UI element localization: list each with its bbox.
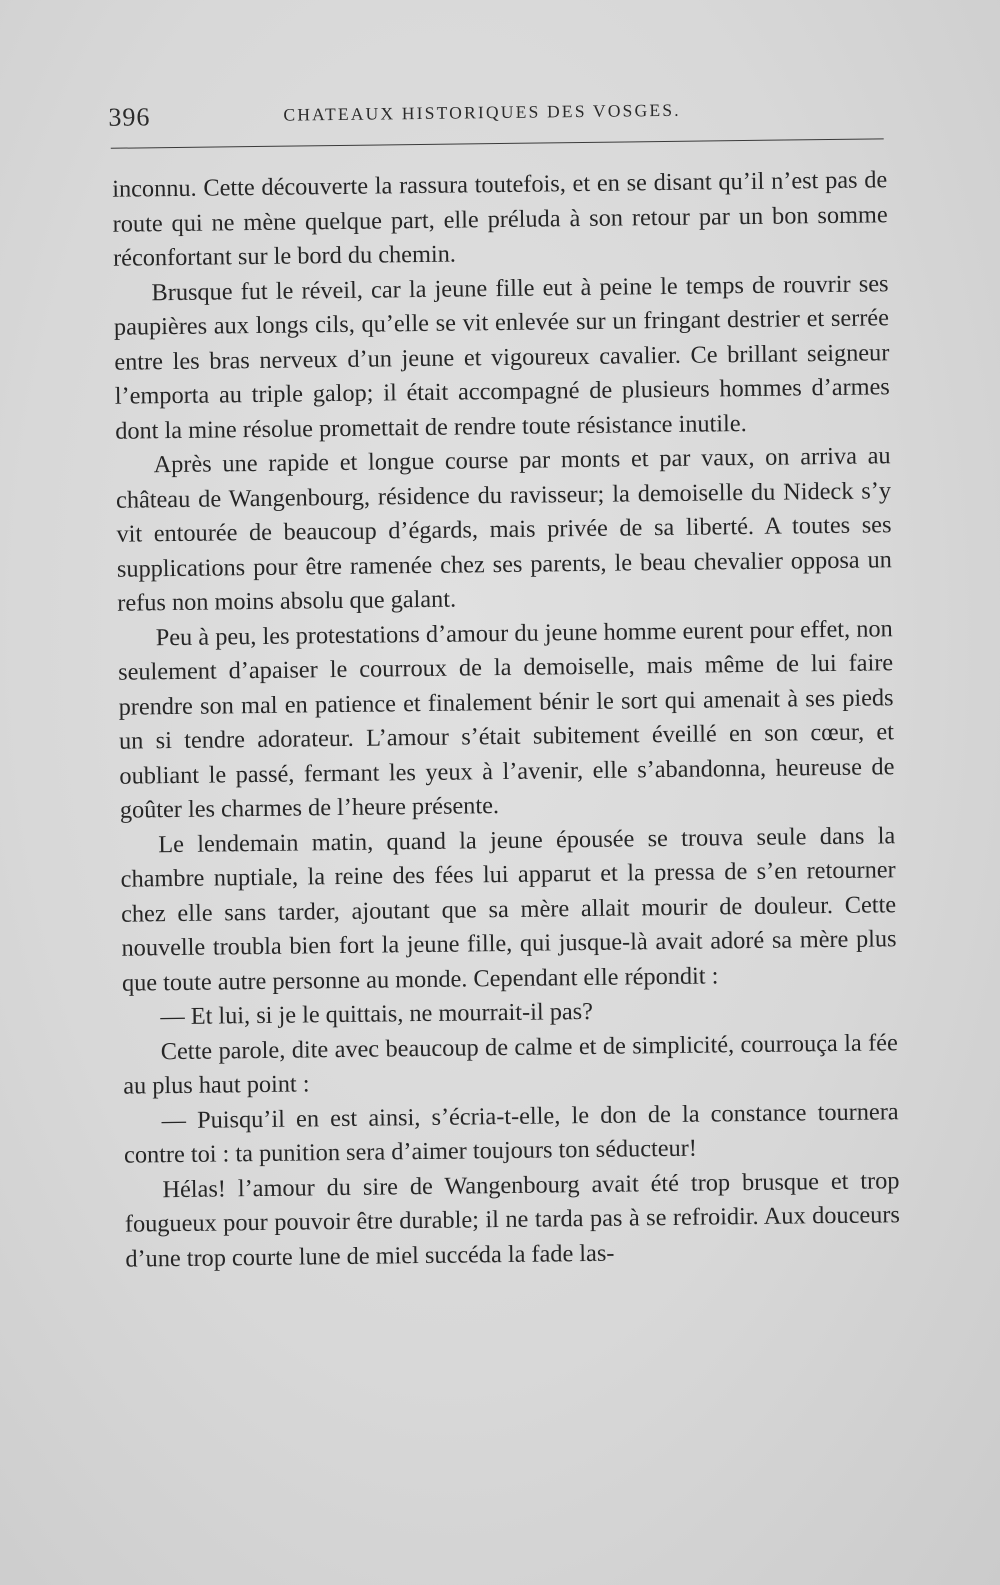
page-header <box>108 93 883 136</box>
paragraph: Hélas! l’amour du sire de Wangenbourg avait été trop brusque et trop fougueux pour pouvoir être durable; il ne tarda pas à se refroidir. Aux douceurs d’une trop courte lune de miel succéda la fade las- <box>124 1166 901 1273</box>
paragraph: Peu à peu, les protestations d’amour du jeune homme eurent pour effet, non seulement d’apaiser le courroux de la demoiselle, mais même de lui faire prendre son mal en patience et finalement bénir le sort qui amenait à ses pieds un si tendre adorateur. L’amour s’était subitement éveillé en son cœur, et oubliant le passé, fermant les yeux à l’avenir, elle s’abandonna, heureuse de goûter les charmes de l’heure présente. <box>118 614 895 824</box>
body-text <box>112 163 900 1276</box>
header-rule <box>111 138 884 148</box>
dialogue-line: — Puisqu’il en est ainsi, s’écria-t-elle, le don de la constance tournera contre toi : ta punition sera d’aimer toujours ton séducteur! <box>123 1097 899 1169</box>
paragraph: Brusque fut le réveil, car la jeune fille eut à peine le temps de rouvrir ses paupières aux longs cils, qu’elle se vit enlevée sur un fringant destrier et serrée entre les bras nerveux d’un jeune et vigoureux cavalier. Ce brillant seigneur l’emporta au triple galop; il était accompagné de plusieurs hommes d’armes dont la mine résolue promettait de rendre toute résistance inutile. <box>113 269 890 445</box>
paragraph: Cette parole, dite avec beaucoup de calme et de simplicité, courrouça la fée au plus haut point : <box>123 1028 898 1100</box>
dialogue-line: — Et lui, si je le quittais, ne mourrait-il pas? <box>160 997 594 1031</box>
running-title: CHATEAUX HISTORIQUES DES VOSGES. <box>283 99 681 125</box>
paragraph: Le lendemain matin, quand la jeune épousée se trouva seule dans la chambre nuptiale, la reine des fées lui apparut et la pressa de s’en retourner chez elle sans tarder, ajoutant que sa mère allait mourir de douleur. Cette nouvelle troubla bien fort la jeune fille, qui jusque-là avait adoré sa mère plus que toute autre personne au monde. Cependant elle répondit : <box>120 821 897 997</box>
paragraph: Après une rapide et longue course par monts et par vaux, on arriva au château de Wangenbourg, résidence du ravisseur; la demoiselle du Nideck s’y vit entourée de beaucoup d’égards, mais privée de sa liberté. A toutes ses supplications pour être ramenée chez ses parents, le beau chevalier opposa un refus non moins absolu que galant. <box>115 442 893 617</box>
page-number: 396 <box>108 102 151 132</box>
paragraph-continued: inconnu. Cette découverte la rassura toutefois, et en se disant qu’il n’est pas de route qui ne mène quelque part, elle préluda à son retour par un bon somme réconfortant sur le bord du chemin. <box>112 166 888 272</box>
